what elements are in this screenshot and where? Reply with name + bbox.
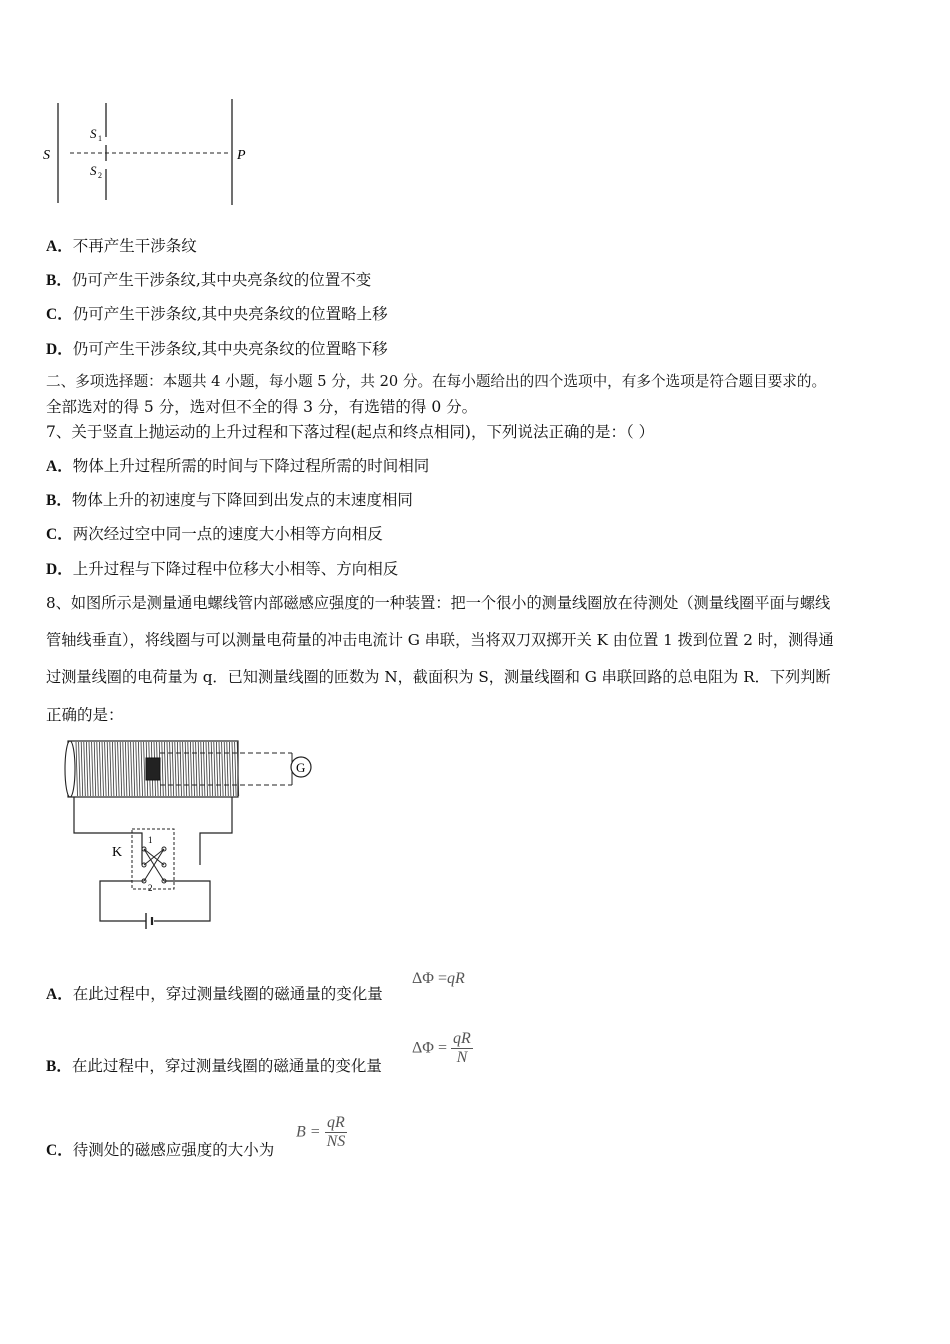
q6-option-a: A．不再产生干涉条纹 (46, 237, 197, 255)
label-s2-sub: 2 (98, 171, 102, 180)
solenoid-circuit-figure (60, 733, 320, 933)
switch-pos-1: 1 (148, 835, 153, 845)
q8-stem-line3: 过测量线圈的电荷量为 q．已知测量线圈的匝数为 N，截面积为 S，测量线圈和 G 串联回路的总电阻为 R．下列判断 (46, 668, 831, 686)
q6-option-b: B．仍可产生干涉条纹,其中央亮条纹的位置不变 (46, 271, 372, 289)
switch-k-label: K (112, 845, 123, 860)
label-s1: S (90, 126, 97, 141)
q8-option-c: C．待测处的磁感应强度的大小为 (46, 1141, 275, 1159)
q8-stem-line2: 管轴线垂直），将线圈与可以测量电荷量的冲击电流计 G 串联，当将双刀双掷开关 K 由位置 1 拨到位置 2 时，测得通 (46, 631, 834, 649)
q7-option-d: D．上升过程与下降过程中位移大小相等、方向相反 (46, 560, 399, 578)
q6-option-d: D．仍可产生干涉条纹,其中央亮条纹的位置略下移 (46, 340, 388, 358)
label-s2: S (90, 163, 97, 178)
section2-line1: 二、多项选择题：本题共 4 小题，每小题 5 分，共 20 分。在每小题给出的四个选项中，有多个选项是符合题目要求的。 (46, 373, 827, 390)
q7-option-c: C．两次经过空中同一点的速度大小相等方向相反 (46, 525, 383, 543)
q8-stem-line4: 正确的是： (46, 706, 124, 724)
section2-line2: 全部选对的得 5 分，选对但不全的得 3 分，有选错的得 0 分。 (46, 398, 478, 416)
q7-option-b: B．物体上升的初速度与下降回到出发点的末速度相同 (46, 491, 413, 509)
q6-option-c: C．仍可产生干涉条纹,其中央亮条纹的位置略上移 (46, 305, 388, 323)
label-s: S (43, 148, 50, 163)
q7-option-a: A．物体上升过程所需的时间与下降过程所需的时间相同 (46, 457, 430, 475)
q8-stem-line1: 8、如图所示是测量通电螺线管内部磁感应强度的一种装置：把一个很小的测量线圈放在待测处（测量线圈平面与螺线 (46, 594, 831, 612)
switch-pos-2: 2 (148, 883, 153, 893)
fraction: $\frac{qR}{NS}$ (326, 1114, 346, 1150)
q8-option-a: A．在此过程中，穿过测量线圈的磁通量的变化量 (46, 985, 383, 1003)
q8-option-a-formula: ΔΦ =qR (412, 970, 465, 987)
q7-stem: 7、关于竖直上抛运动的上升过程和下落过程(起点和终点相同)，下列说法正确的是：（ ） (46, 423, 655, 441)
switch-k-box (132, 829, 174, 889)
double-slit-figure (40, 95, 260, 210)
q8-option-c-formula: B = $\frac{qR}{NS}$ (296, 1114, 346, 1150)
label-p: P (237, 148, 246, 163)
q8-option-b-formula: ΔΦ = $\frac{qR}{N}$ (412, 1030, 471, 1066)
fraction: $\frac{qR}{N}$ (453, 1030, 471, 1066)
galvanometer-label: G (296, 760, 306, 775)
label-s1-sub: 1 (98, 134, 102, 143)
q8-option-b: B．在此过程中，穿过测量线圈的磁通量的变化量 (46, 1057, 382, 1075)
measuring-coil (146, 758, 160, 780)
